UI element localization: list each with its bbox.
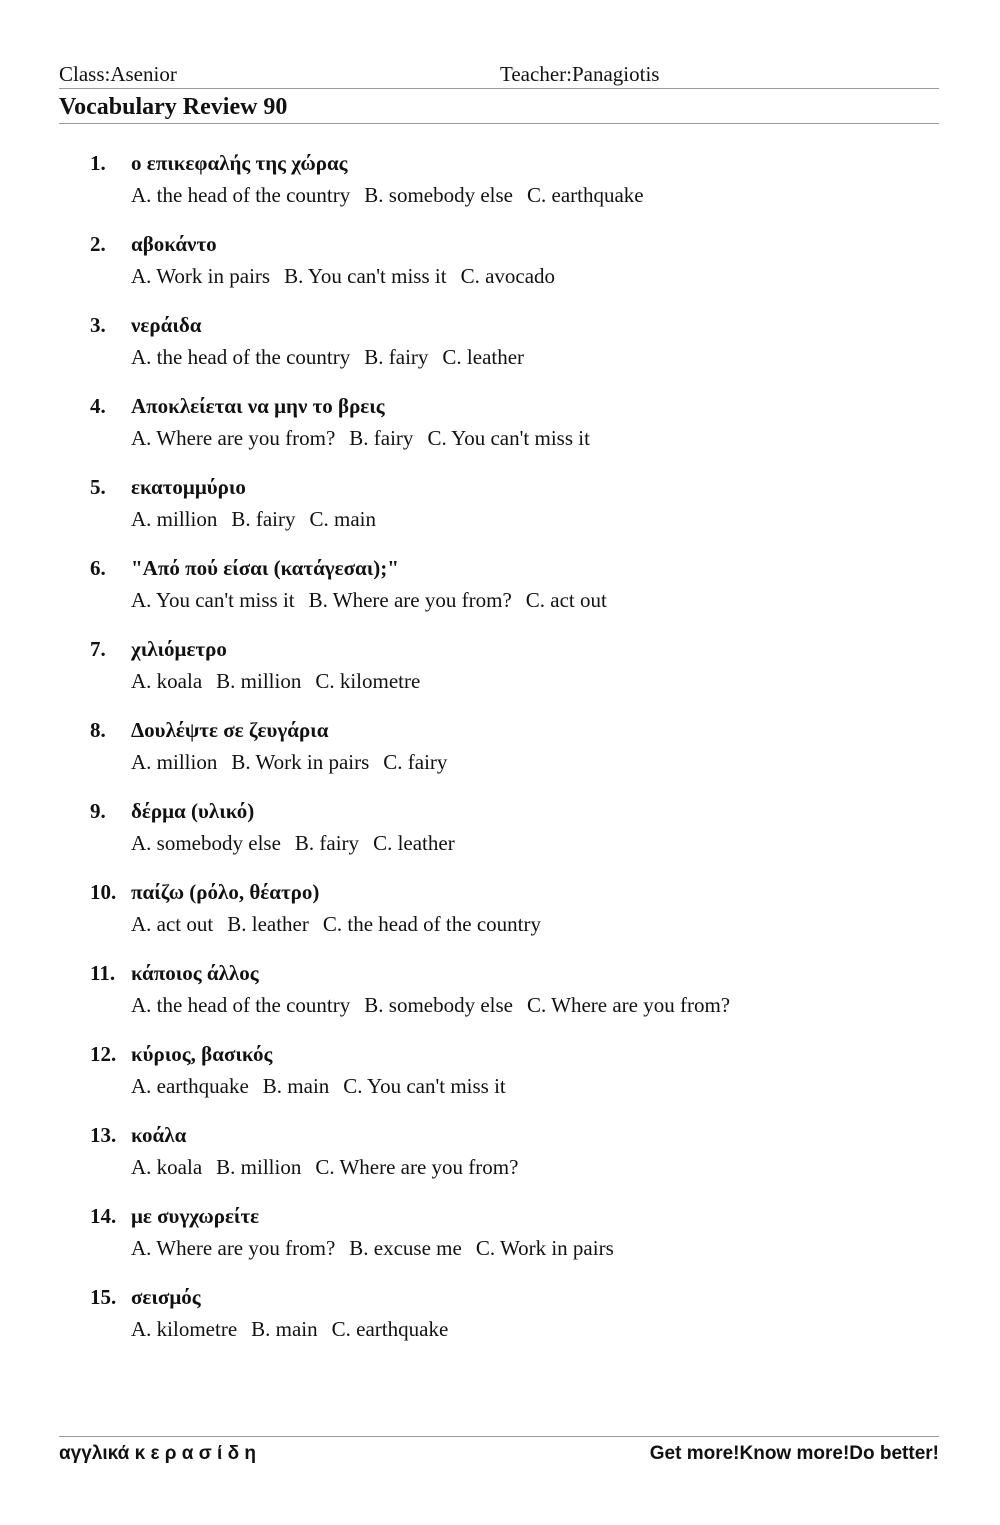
- answer-options: [131, 1152, 532, 1182]
- answer-options: [131, 828, 469, 858]
- question-item: [90, 148, 950, 229]
- answer-option-b[interactable]: B. million: [216, 669, 302, 693]
- answer-option-c[interactable]: C. act out: [525, 588, 607, 612]
- answer-option-b[interactable]: B. Where are you from?: [308, 588, 512, 612]
- answer-option-a[interactable]: A. million: [131, 507, 218, 531]
- answer-option-a[interactable]: A. You can't miss it: [131, 588, 295, 612]
- question-prompt: κοάλα: [131, 1123, 187, 1147]
- answer-option-a[interactable]: A. Where are you from?: [131, 426, 336, 450]
- answer-option-c[interactable]: C. Where are you from?: [527, 993, 731, 1017]
- answer-option-b[interactable]: B. You can't miss it: [284, 264, 447, 288]
- answer-option-a[interactable]: A. the head of the country: [131, 345, 351, 369]
- question-item: [90, 1039, 950, 1120]
- question-number: 10.: [90, 880, 117, 904]
- question-list: [90, 148, 950, 1363]
- answer-option-c[interactable]: C. leather: [373, 831, 455, 855]
- answer-options: [131, 585, 621, 615]
- answer-option-a[interactable]: A. koala: [131, 669, 203, 693]
- question-item: [90, 391, 950, 472]
- footer-divider: [59, 1436, 939, 1437]
- question-item: [90, 877, 950, 958]
- answer-option-b[interactable]: B. Work in pairs: [231, 750, 370, 774]
- answer-option-b[interactable]: B. excuse me: [349, 1236, 462, 1260]
- question-prompt: Δουλέψτε σε ζευγάρια: [131, 718, 329, 742]
- question-item: [90, 229, 950, 310]
- question-number: 1.: [90, 151, 106, 175]
- question-number: 9.: [90, 799, 106, 823]
- answer-options: [131, 504, 390, 534]
- answer-option-c[interactable]: C. Where are you from?: [315, 1155, 519, 1179]
- answer-option-c[interactable]: C. the head of the country: [322, 912, 541, 936]
- answer-options: [131, 261, 569, 291]
- answer-option-b[interactable]: B. somebody else: [364, 183, 513, 207]
- question-prompt: Αποκλείεται να μην το βρεις: [131, 394, 385, 418]
- answer-options: [131, 180, 658, 210]
- question-item: [90, 958, 950, 1039]
- question-prompt: "Από πού είσαι (κατάγεσαι);": [131, 556, 399, 580]
- question-prompt: νεράιδα: [131, 313, 202, 337]
- question-number: 8.: [90, 718, 106, 742]
- question-item: [90, 1282, 950, 1363]
- answer-option-a[interactable]: A. kilometre: [131, 1317, 238, 1341]
- class-label: Class:Asenior: [59, 62, 177, 86]
- answer-option-b[interactable]: B. fairy: [349, 426, 414, 450]
- answer-option-c[interactable]: C. earthquake: [331, 1317, 449, 1341]
- answer-option-b[interactable]: B. somebody else: [364, 993, 513, 1017]
- question-prompt: δέρμα (υλικό): [131, 799, 255, 823]
- answer-options: [131, 342, 538, 372]
- answer-option-c[interactable]: C. avocado: [460, 264, 556, 288]
- answer-option-c[interactable]: C. main: [309, 507, 376, 531]
- answer-options: [131, 990, 744, 1020]
- answer-option-b[interactable]: B. main: [262, 1074, 330, 1098]
- answer-option-a[interactable]: A. earthquake: [131, 1074, 249, 1098]
- answer-option-b[interactable]: B. fairy: [364, 345, 429, 369]
- question-prompt: σεισμός: [131, 1285, 201, 1309]
- worksheet-header: [59, 62, 939, 89]
- question-item: [90, 796, 950, 877]
- question-prompt: εκατομμύριο: [131, 475, 246, 499]
- answer-option-b[interactable]: B. fairy: [294, 831, 360, 855]
- question-item: [90, 1201, 950, 1282]
- question-prompt: κύριος, βασικός: [131, 1042, 273, 1066]
- answer-option-b[interactable]: B. leather: [227, 912, 309, 936]
- question-number: 3.: [90, 313, 106, 337]
- answer-options: [131, 423, 604, 453]
- question-item: [90, 1120, 950, 1201]
- question-number: 14.: [90, 1204, 117, 1228]
- answer-option-a[interactable]: A. koala: [131, 1155, 203, 1179]
- question-prompt: ο επικεφαλής της χώρας: [131, 151, 348, 175]
- question-number: 11.: [90, 961, 116, 985]
- answer-option-a[interactable]: A. million: [131, 750, 218, 774]
- question-prompt: κάποιος άλλος: [131, 961, 259, 985]
- answer-option-c[interactable]: C. Work in pairs: [475, 1236, 614, 1260]
- question-number: 4.: [90, 394, 106, 418]
- question-item: [90, 472, 950, 553]
- answer-option-a[interactable]: A. Where are you from?: [131, 1236, 336, 1260]
- title-bar: [59, 92, 939, 124]
- question-number: 7.: [90, 637, 106, 661]
- question-item: [90, 553, 950, 634]
- answer-option-a[interactable]: A. somebody else: [131, 831, 281, 855]
- question-number: 5.: [90, 475, 106, 499]
- answer-option-c[interactable]: C. earthquake: [527, 183, 644, 207]
- answer-option-b[interactable]: B. fairy: [231, 507, 296, 531]
- question-number: 2.: [90, 232, 106, 256]
- answer-option-c[interactable]: C. You can't miss it: [343, 1074, 506, 1098]
- question-number: 12.: [90, 1042, 117, 1066]
- page-title: Vocabulary Review 90: [59, 94, 288, 120]
- question-prompt: αβοκάντο: [131, 232, 217, 256]
- question-number: 6.: [90, 556, 106, 580]
- answer-options: [131, 1071, 520, 1101]
- answer-options: [131, 747, 461, 777]
- answer-option-c[interactable]: C. fairy: [383, 750, 448, 774]
- question-number: 15.: [90, 1285, 117, 1309]
- answer-option-b[interactable]: B. million: [216, 1155, 302, 1179]
- question-number: 13.: [90, 1123, 117, 1147]
- answer-option-a[interactable]: A. act out: [131, 912, 214, 936]
- answer-option-a[interactable]: A. the head of the country: [131, 183, 351, 207]
- teacher-label: Teacher:Panagiotis: [500, 62, 660, 86]
- answer-options: [131, 666, 434, 696]
- question-prompt: χιλιόμετρο: [131, 637, 227, 661]
- question-prompt: με συγχωρείτε: [131, 1204, 260, 1228]
- answer-options: [131, 1314, 462, 1344]
- footer-brand: αγγλικά κ ε ρ α σ ί δ η: [59, 1443, 256, 1464]
- footer-slogan: Get more!Know more!Do better!: [649, 1443, 939, 1464]
- answer-options: [131, 909, 555, 939]
- answer-option-a[interactable]: A. the head of the country: [131, 993, 351, 1017]
- answer-options: [131, 1233, 628, 1263]
- question-item: [90, 310, 950, 391]
- question-item: [90, 634, 950, 715]
- question-item: [90, 715, 950, 796]
- question-prompt: παίζω (ρόλο, θέατρο): [131, 880, 320, 904]
- answer-option-c[interactable]: C. You can't miss it: [427, 426, 590, 450]
- answer-option-c[interactable]: C. leather: [442, 345, 525, 369]
- answer-option-b[interactable]: B. main: [251, 1317, 318, 1341]
- answer-option-c[interactable]: C. kilometre: [315, 669, 421, 693]
- answer-option-a[interactable]: A. Work in pairs: [131, 264, 271, 288]
